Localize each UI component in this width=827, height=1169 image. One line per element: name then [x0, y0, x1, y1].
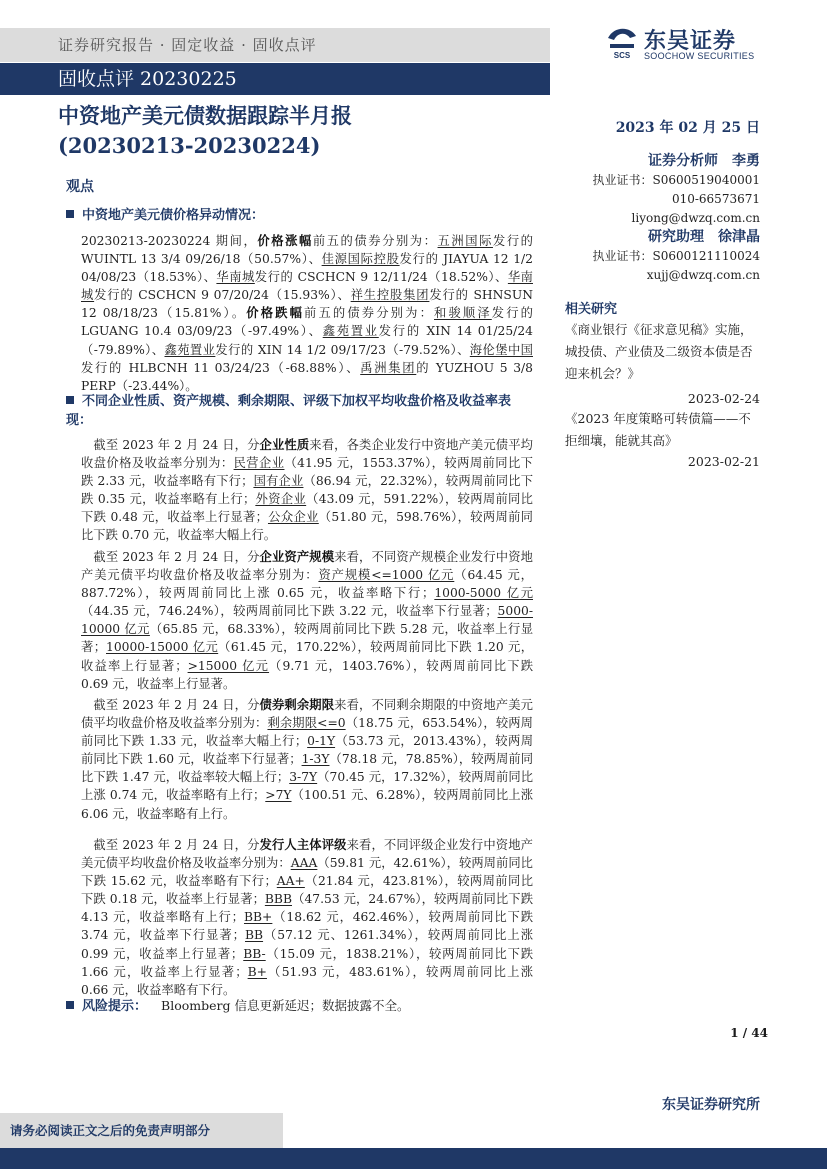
footer-bar	[0, 1148, 827, 1169]
bullet-square-icon	[66, 1001, 74, 1009]
report-title-period: (20230213-20230224)	[58, 133, 321, 158]
report-title: 中资地产美元债数据跟踪半月报	[58, 103, 352, 128]
related-item-2-date: 2023-02-21	[687, 454, 760, 469]
logo-mark-icon	[604, 24, 640, 60]
report-subcategory: 固收点评 20230225	[0, 63, 550, 95]
bullet-square-icon	[66, 210, 74, 218]
logo-name-en: SOOCHOW SECURITIES	[644, 51, 755, 61]
report-category: 证券研究报告 · 固定收益 · 固收点评	[0, 28, 550, 62]
page-number: 1 / 44	[730, 1026, 768, 1040]
analyst-2-email: xujj@dwzq.com.cn	[646, 268, 760, 282]
paragraph-by-maturity: 截至 2023 年 2 月 24 日，分债券剩余期限来看，不同剩余期限的中资地产美元债平均收盘价格及收益率分别为：剩余期限<=0（18.75 元，653.54%），较两周前同比下跌 1.33 元，收益率大幅上行；0-1Y（53.73 元，2013.43%），较两周前同比下跌 1.60 元，收益率下行显著；1-3Y（78.18 元，78.85%），较两周前同比下跌 1.47 元，收益率较大幅上行；3-7Y（70.45 元，17.32%），较两周前同比上涨 0.74 元，收益率略有上行；>7Y（100.51 元、6.28%），较两周前同比上涨 6.06 元，收益率略有上行。	[81, 697, 534, 821]
section-heading: 观点	[66, 179, 94, 195]
footer-institute: 东吴证券研究所	[662, 1097, 760, 1113]
bullet-heading-price-moves: 中资地产美元债价格异动情况：	[66, 206, 264, 225]
related-heading: 相关研究	[565, 302, 618, 317]
risk-warning: 风险提示： Bloomberg 信息更新延迟；数据披露不全。	[66, 996, 536, 1016]
related-item-1-title[interactable]: 《商业银行《征求意见稿》实施，城投债、产业债及二级资本债是否迎来机会？》	[565, 322, 753, 381]
paragraph-by-ownership: 截至 2023 年 2 月 24 日，分企业性质来看，各类企业发行中资地产美元债平均收盘价格及收益率分别为：民营企业（41.95 元，1553.37%），较两周前同比下跌 2.33 元，收益率略有下行；国有企业（86.94 元，22.32%），较两周前同比下跌 0.35 元，收益率略有上行；外资企业（43.09 元，591.22%），较两周前同比下跌 0.48 元，收益率上行显著；公众企业（51.80 元，598.76%），较两周前同比下跌 0.70 元，收益率大幅上行。	[81, 437, 533, 543]
paragraph-price-moves: 20230213-20230224 期间，价格涨幅前五的债券分别为：五洲国际发行的 WUINTL 13 3/4 09/26/18（50.57%）、佳源国际控股发行的 JIAYUA 12 1/2 04/08/23（18.53%）、华南城发行的 CSCHCN 9 12/11/24（18.52%）、华南城发行的 CSCHCN 9 07/20/24（15.93%）、祥生控股集团发行的 SHNSUN 12 08/18/23（15.81%）。价格跌幅前五的债券分别为：和骏顺泽发行的 LGUANG 10.4 03/09/23（-97.49%）、鑫苑置业发行的 XIN 14 01/25/24（-79.89%）、鑫苑置业发行的 XIN 14 1/2 09/17/23（-79.52%）、海伦堡中国发行的 HLBCNH 11 03/24/23（-68.88%）、禹洲集团的 YUZHOU 5 3/8 PERP（-23.44%）。	[81, 233, 533, 393]
analyst-2-name: 研究助理 徐津晶	[648, 229, 760, 245]
analyst-1	[565, 152, 760, 228]
logo-name-cn: 东吴证券	[644, 29, 737, 54]
bullet-square-icon	[66, 396, 74, 404]
related-item-1-date: 2023-02-24	[687, 391, 760, 406]
analyst-1-name: 证券分析师 李勇	[648, 153, 760, 169]
analyst-2-cert: 执业证书：S0600121110024	[592, 249, 760, 263]
analyst-1-phone: 010-66573671	[671, 192, 760, 206]
disclaimer-text: 请务必阅读正文之后的免责声明部分	[10, 1123, 211, 1138]
paragraph-by-rating: 截至 2023 年 2 月 24 日，分发行人主体评级来看，不同评级企业发行中资地产美元债平均收盘价格及收益率分别为：AAA（59.81 元，42.61%），较两周前同比下跌 15.62 元，收益率略有下行；AA+（21.84 元，423.81%），较两周前同比下跌 0.18 元，收益率上行显著；BBB（47.53 元，24.67%），较两周前同比下跌 4.13 元，收益率略有上行；BB+（18.62 元，462.46%），较两周前同比下跌 3.74 元，收益率下行显著；BB（57.12 元、1261.34%），较两周前同比上涨 0.99 元，收益率上行显著；BB-（15.09 元，1838.21%），较两周前同比下跌 1.66 元，收益率上行显著；B+（51.93 元，483.61%），较两周前同比上涨 0.66 元，收益率略有下行。	[81, 837, 534, 997]
report-date: 2023 年 02 月 25 日	[615, 120, 760, 136]
related-research	[565, 298, 760, 469]
brand-logo	[604, 24, 774, 64]
analyst-1-cert: 执业证书：S0600519040001	[592, 173, 760, 187]
related-item-2-title[interactable]: 《2023 年度策略可转债篇——不拒细壤，能就其高》	[565, 411, 751, 448]
analyst-1-email: liyong@dwzq.com.cn	[631, 211, 760, 225]
logo-mark-text: SCS	[613, 51, 631, 60]
risk-text: Bloomberg 信息更新延迟；数据披露不全。	[161, 998, 410, 1013]
paragraph-by-asset-size: 截至 2023 年 2 月 24 日，分企业资产规模来看，不同资产规模企业发行中资地产美元债平均收盘价格及收益率分别为：资产规模<=1000 亿元（64.45 元，887.72%），较两周前同比上涨 0.65 元，收益率略下行；1000-5000 亿元（44.35 元，746.24%），较两周前同比下跌 3.22 元，收益率下行显著；5000-10000 亿元（65.85 元，68.33%），较两周前同比下跌 5.28 元，收益率上行显著；10000-15000 亿元（61.45 元，170.22%），较两周前同比下跌 1.20 元，收益率上行显著；>15000 亿元（9.71 元，1403.76%），较两周前同比下跌 0.69 元，收益率上行显著。	[81, 549, 533, 691]
analyst-2	[565, 228, 760, 285]
bullet-heading-weighted-performance: 不同企业性质、资产规模、剩余期限、评级下加权平均收盘价格及收益率表现：	[66, 394, 512, 428]
